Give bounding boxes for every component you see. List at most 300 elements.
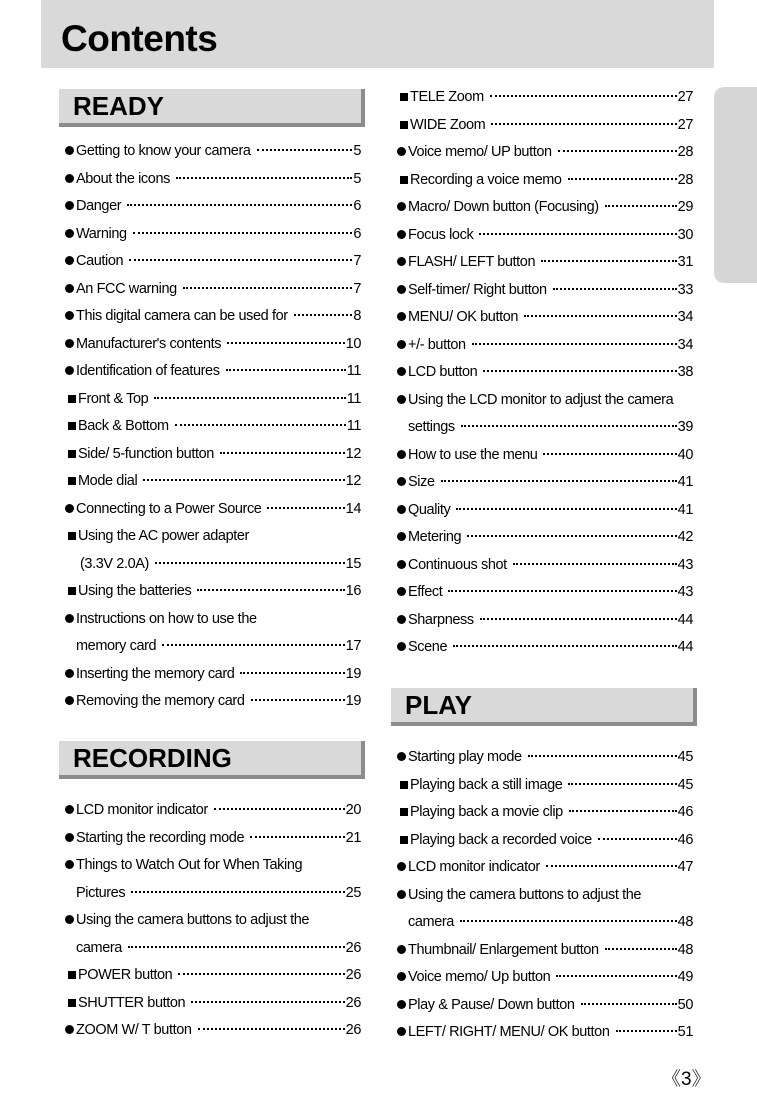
- toc-entry-label: Play & Pause/ Down button: [408, 996, 575, 1013]
- toc-entry-label: WIDE Zoom: [410, 116, 486, 133]
- toc-entry[interactable]: [65, 358, 361, 386]
- bullet-circle-icon: [397, 587, 406, 596]
- bullet-circle-icon: [397, 945, 406, 954]
- toc-entry-page: 28: [677, 171, 693, 188]
- toc-entry-page: 41: [677, 501, 693, 518]
- dot-leader: [483, 370, 676, 372]
- section-title-ready: READY: [73, 91, 165, 121]
- bullet-circle-icon: [65, 201, 74, 210]
- toc-list-ready: [65, 138, 361, 716]
- bullet-circle-icon: [397, 890, 406, 899]
- section-heading-ready: [59, 89, 365, 127]
- toc-entry-page: 50: [677, 996, 693, 1013]
- toc-entry[interactable]: [65, 990, 361, 1018]
- bullet-square-icon: [400, 808, 408, 816]
- toc-entry[interactable]: [397, 854, 693, 882]
- toc-entry[interactable]: [397, 772, 693, 800]
- toc-entry[interactable]: [397, 139, 693, 167]
- dot-leader: [176, 177, 352, 179]
- toc-entry-label: Thumbnail/ Enlargement button: [408, 941, 599, 958]
- bullet-circle-icon: [397, 285, 406, 294]
- toc-entry-page: 15: [345, 555, 361, 572]
- toc-entry[interactable]: [397, 937, 693, 965]
- toc-entry[interactable]: [397, 497, 693, 525]
- toc-entry-label: camera: [76, 939, 122, 956]
- toc-entry[interactable]: [65, 633, 361, 661]
- toc-entry-page: 33: [677, 281, 693, 298]
- dot-leader: [605, 205, 677, 207]
- toc-list-play: [397, 744, 693, 1047]
- toc-entry-label: POWER button: [78, 967, 173, 983]
- toc-entry-label: Voice memo/ UP button: [408, 144, 552, 160]
- toc-entry-label: LCD button: [408, 364, 478, 380]
- toc-entry-label: Things to Watch Out for When Taking: [76, 857, 303, 873]
- dot-leader: [226, 369, 346, 371]
- toc-entry-label: An FCC warning: [76, 280, 177, 297]
- toc-entry-label: ZOOM W/ T button: [76, 1022, 192, 1038]
- bullet-circle-icon: [65, 614, 74, 623]
- dot-leader: [553, 288, 677, 290]
- dot-leader: [568, 783, 676, 785]
- toc-entry-label: LCD monitor indicator: [76, 802, 208, 818]
- section-title-recording: RECORDING: [73, 743, 232, 773]
- dot-leader: [605, 948, 677, 950]
- toc-entry-label: Size: [408, 474, 435, 490]
- toc-entry-page: 45: [677, 776, 693, 793]
- toc-entry-label: Inserting the memory card: [76, 665, 235, 682]
- toc-entry-page: 29: [677, 199, 693, 215]
- toc-entry-label: settings: [408, 419, 455, 435]
- toc-entry-label: How to use the menu: [408, 446, 538, 463]
- toc-entry-label: About the icons: [76, 170, 170, 187]
- page-number: 《3》: [662, 1069, 711, 1090]
- toc-entry-page: 43: [677, 584, 693, 600]
- bullet-circle-icon: [65, 504, 74, 513]
- dot-leader: [461, 425, 677, 427]
- bullet-circle-icon: [397, 560, 406, 569]
- toc-entry-page: 12: [345, 445, 361, 462]
- toc-entry-page: 46: [677, 804, 693, 820]
- bullet-circle-icon: [397, 395, 406, 404]
- bullet-circle-icon: [65, 284, 74, 293]
- toc-entry-page: 27: [677, 116, 693, 133]
- toc-list-recording-continued: [397, 84, 693, 662]
- bullet-circle-icon: [65, 146, 74, 155]
- toc-entry[interactable]: [397, 249, 693, 277]
- toc-entry[interactable]: [65, 523, 361, 551]
- bullet-circle-icon: [397, 1000, 406, 1009]
- dot-leader: [129, 259, 352, 261]
- toc-entry[interactable]: [397, 332, 693, 360]
- toc-entry-page: 26: [345, 994, 361, 1011]
- toc-entry-page: 21: [345, 829, 361, 846]
- toc-entry-label: Playing back a recorded voice: [410, 831, 592, 848]
- toc-entry[interactable]: [65, 935, 361, 963]
- toc-entry-label: Using the camera buttons to adjust the: [408, 886, 642, 903]
- toc-entry-page: 27: [677, 89, 693, 105]
- toc-entry[interactable]: [65, 661, 361, 689]
- toc-entry-page: 49: [677, 969, 693, 985]
- toc-entry[interactable]: [65, 852, 361, 880]
- section-title-play: PLAY: [405, 690, 472, 720]
- toc-entry-page: 8: [353, 308, 361, 324]
- toc-entry-page: 26: [345, 1022, 361, 1038]
- toc-entry-label: Playing back a still image: [410, 776, 563, 793]
- toc-entry-page: 44: [677, 611, 693, 628]
- toc-entry[interactable]: [65, 138, 361, 166]
- dot-leader: [598, 838, 677, 840]
- dot-leader: [191, 1001, 344, 1003]
- toc-entry-page: 11: [346, 363, 361, 379]
- toc-entry-page: 17: [345, 638, 361, 654]
- toc-entry-label: Connecting to a Power Source: [76, 500, 262, 517]
- toc-entry[interactable]: [65, 797, 361, 825]
- dot-leader: [524, 315, 677, 317]
- toc-entry-page: 6: [353, 225, 361, 242]
- toc-entry-page: 38: [677, 364, 693, 380]
- toc-entry-label: This digital camera can be used for: [76, 308, 288, 324]
- bullet-square-icon: [400, 176, 408, 184]
- toc-entry-page: 11: [346, 390, 361, 407]
- toc-entry[interactable]: [65, 193, 361, 221]
- toc-entry[interactable]: [65, 907, 361, 935]
- toc-entry[interactable]: [397, 992, 693, 1020]
- toc-entry-page: 16: [345, 583, 361, 599]
- toc-entry-label: Removing the memory card: [76, 693, 245, 709]
- toc-entry-page: 25: [345, 884, 361, 901]
- toc-entry-page: 20: [345, 802, 361, 818]
- toc-entry-label: Using the AC power adapter: [78, 528, 249, 544]
- toc-entry-page: 48: [677, 941, 693, 958]
- bullet-circle-icon: [397, 147, 406, 156]
- toc-entry-label: FLASH/ LEFT button: [408, 254, 536, 270]
- bullet-circle-icon: [397, 505, 406, 514]
- toc-list-recording: [65, 797, 361, 1045]
- toc-entry-page: 5: [353, 143, 361, 159]
- toc-entry-page: 7: [353, 253, 361, 269]
- toc-entry-page: 48: [677, 914, 693, 930]
- bullet-circle-icon: [65, 669, 74, 678]
- toc-entry-page: 11: [346, 418, 361, 434]
- dot-leader: [528, 755, 677, 757]
- toc-entry[interactable]: [65, 496, 361, 524]
- dot-leader: [456, 508, 676, 510]
- toc-entry[interactable]: [65, 468, 361, 496]
- bullet-square-icon: [68, 532, 76, 540]
- toc-entry-label: Starting the recording mode: [76, 829, 245, 846]
- toc-entry[interactable]: [65, 276, 361, 304]
- toc-entry-label: Scene: [408, 639, 448, 655]
- toc-entry-label: Danger: [76, 198, 122, 214]
- toc-entry-label: TELE Zoom: [410, 89, 484, 105]
- toc-entry-label: Back & Bottom: [78, 418, 169, 434]
- toc-entry-page: 44: [677, 639, 693, 655]
- toc-entry[interactable]: [397, 359, 693, 387]
- toc-entry[interactable]: [65, 880, 361, 908]
- toc-entry-label: Getting to know your camera: [76, 143, 251, 159]
- toc-entry-page: 42: [677, 529, 693, 545]
- toc-entry[interactable]: [397, 387, 693, 415]
- dot-leader: [227, 342, 345, 344]
- section-heading-play: [391, 688, 697, 726]
- toc-entry-label: Recording a voice memo: [410, 171, 562, 188]
- dot-leader: [616, 1030, 677, 1032]
- toc-entry[interactable]: [397, 909, 693, 937]
- toc-entry-label: Quality: [408, 501, 451, 518]
- dot-leader: [558, 150, 677, 152]
- dot-leader: [479, 233, 676, 235]
- toc-entry-label: LEFT/ RIGHT/ MENU/ OK button: [408, 1024, 610, 1040]
- bullet-square-icon: [68, 477, 76, 485]
- toc-entry-label: Mode dial: [78, 473, 138, 489]
- section-heading-recording: [59, 741, 365, 779]
- dot-leader: [128, 946, 345, 948]
- bullet-circle-icon: [65, 805, 74, 814]
- toc-entry[interactable]: [397, 112, 693, 140]
- toc-entry[interactable]: [397, 634, 693, 662]
- toc-entry-label: Side/ 5-function button: [78, 445, 214, 462]
- dot-leader: [568, 178, 677, 180]
- dot-leader: [543, 453, 676, 455]
- toc-entry[interactable]: [397, 827, 693, 855]
- dot-leader: [251, 699, 345, 701]
- toc-entry[interactable]: [397, 304, 693, 332]
- dot-leader: [197, 589, 344, 591]
- bullet-circle-icon: [397, 257, 406, 266]
- bullet-circle-icon: [65, 256, 74, 265]
- toc-entry[interactable]: [65, 825, 361, 853]
- toc-entry-page: 10: [345, 335, 361, 352]
- bullet-circle-icon: [65, 366, 74, 375]
- toc-entry[interactable]: [65, 303, 361, 331]
- toc-entry-page: 26: [345, 967, 361, 983]
- toc-entry[interactable]: [397, 1019, 693, 1047]
- toc-entry-label: Continuous shot: [408, 556, 507, 573]
- bullet-circle-icon: [397, 477, 406, 486]
- bullet-circle-icon: [397, 340, 406, 349]
- toc-entry-page: 6: [353, 198, 361, 214]
- bullet-circle-icon: [397, 862, 406, 871]
- toc-entry-page: 34: [677, 309, 693, 325]
- bullet-circle-icon: [65, 174, 74, 183]
- toc-entry[interactable]: [397, 799, 693, 827]
- toc-entry[interactable]: [65, 166, 361, 194]
- toc-entry-page: 14: [345, 500, 361, 517]
- toc-entry-label: memory card: [76, 638, 157, 654]
- bullet-square-icon: [68, 450, 76, 458]
- dot-leader: [460, 920, 677, 922]
- dot-leader: [294, 314, 353, 316]
- bullet-square-icon: [400, 781, 408, 789]
- toc-entry-label: MENU/ OK button: [408, 309, 519, 325]
- toc-entry-page: 19: [345, 665, 361, 682]
- toc-entry-page: 26: [345, 939, 361, 956]
- toc-entry[interactable]: [65, 248, 361, 276]
- bullet-square-icon: [68, 999, 76, 1007]
- dot-leader: [546, 865, 677, 867]
- toc-entry[interactable]: [65, 1017, 361, 1045]
- dot-leader: [214, 808, 345, 810]
- toc-entry-page: 40: [677, 446, 693, 463]
- dot-leader: [183, 287, 353, 289]
- toc-entry-label: Self-timer/ Right button: [408, 281, 547, 298]
- dot-leader: [581, 1003, 677, 1005]
- bullet-circle-icon: [397, 615, 406, 624]
- bullet-square-icon: [68, 971, 76, 979]
- toc-entry-page: 30: [677, 226, 693, 243]
- bullet-circle-icon: [397, 202, 406, 211]
- toc-entry[interactable]: [397, 469, 693, 497]
- title-bar: [41, 0, 714, 68]
- dot-leader: [569, 810, 677, 812]
- dot-leader: [491, 123, 676, 125]
- dot-leader: [556, 975, 676, 977]
- toc-entry-page: 41: [677, 474, 693, 490]
- toc-entry[interactable]: [397, 607, 693, 635]
- toc-entry-label: Manufacturer's contents: [76, 335, 222, 352]
- toc-entry-page: 5: [353, 170, 361, 187]
- dot-leader: [175, 424, 346, 426]
- bullet-circle-icon: [397, 450, 406, 459]
- toc-entry-page: 45: [677, 749, 693, 765]
- toc-entry[interactable]: [397, 744, 693, 772]
- bullet-circle-icon: [65, 311, 74, 320]
- toc-entry-label: Caution: [76, 253, 124, 269]
- toc-entry-page: 19: [345, 693, 361, 709]
- toc-entry-page: 12: [345, 473, 361, 489]
- toc-entry-label: Effect: [408, 584, 443, 600]
- bullet-circle-icon: [397, 642, 406, 651]
- dot-leader: [162, 644, 344, 646]
- dot-leader: [490, 95, 677, 97]
- toc-entry[interactable]: [65, 606, 361, 634]
- toc-entry-label: Pictures: [76, 884, 126, 901]
- toc-entry-page: 51: [677, 1024, 693, 1040]
- toc-entry-label: Focus lock: [408, 226, 474, 243]
- toc-entry[interactable]: [65, 551, 361, 579]
- toc-entry-page: 28: [677, 144, 693, 160]
- toc-entry-label: Macro/ Down button (Focusing): [408, 199, 599, 215]
- toc-entry[interactable]: [397, 882, 693, 910]
- dot-leader: [448, 590, 676, 592]
- dot-leader: [541, 260, 677, 262]
- toc-entry[interactable]: [65, 413, 361, 441]
- bullet-square-icon: [68, 395, 76, 403]
- dot-leader: [240, 672, 344, 674]
- page-title: Contents: [61, 18, 218, 59]
- bullet-circle-icon: [397, 752, 406, 761]
- toc-entry-page: 34: [677, 336, 693, 353]
- toc-entry-page: 7: [353, 280, 361, 297]
- toc-entry-page: 43: [677, 556, 693, 573]
- toc-entry[interactable]: [65, 221, 361, 249]
- toc-entry[interactable]: [397, 579, 693, 607]
- toc-entry[interactable]: [65, 331, 361, 359]
- dot-leader: [257, 149, 353, 151]
- toc-entry[interactable]: [397, 414, 693, 442]
- toc-entry-label: Instructions on how to use the: [76, 610, 257, 627]
- toc-entry-label: Using the camera buttons to adjust the: [76, 912, 310, 928]
- dot-leader: [513, 563, 677, 565]
- toc-entry[interactable]: [65, 578, 361, 606]
- dot-leader: [155, 562, 345, 564]
- toc-entry-label: Voice memo/ Up button: [408, 969, 551, 985]
- toc-entry[interactable]: [397, 167, 693, 195]
- bullet-circle-icon: [397, 972, 406, 981]
- toc-entry-label: LCD monitor indicator: [408, 859, 540, 875]
- toc-entry-label: Warning: [76, 225, 127, 242]
- bullet-square-icon: [400, 121, 408, 129]
- dot-leader: [220, 452, 345, 454]
- toc-entry[interactable]: [65, 688, 361, 716]
- toc-entry-label: Front & Top: [78, 390, 149, 407]
- toc-entry-label: Using the batteries: [78, 583, 192, 599]
- toc-entry[interactable]: [397, 552, 693, 580]
- toc-entry[interactable]: [65, 962, 361, 990]
- dot-leader: [178, 973, 344, 975]
- toc-entry-label: +/- button: [408, 336, 466, 353]
- dot-leader: [250, 836, 345, 838]
- toc-entry-label: camera: [408, 914, 454, 930]
- toc-entry-label: Identification of features: [76, 363, 220, 379]
- toc-entry-label: Starting play mode: [408, 749, 522, 765]
- bullet-circle-icon: [397, 367, 406, 376]
- bullet-circle-icon: [65, 1025, 74, 1034]
- bullet-circle-icon: [65, 833, 74, 842]
- toc-entry[interactable]: [397, 84, 693, 112]
- bullet-circle-icon: [65, 339, 74, 348]
- toc-entry-page: 47: [677, 859, 693, 875]
- toc-entry[interactable]: [397, 524, 693, 552]
- bullet-circle-icon: [397, 1027, 406, 1036]
- toc-entry[interactable]: [397, 277, 693, 305]
- bullet-circle-icon: [65, 696, 74, 705]
- bullet-circle-icon: [65, 860, 74, 869]
- bullet-circle-icon: [397, 230, 406, 239]
- dot-leader: [453, 645, 677, 647]
- dot-leader: [441, 480, 677, 482]
- toc-entry[interactable]: [397, 194, 693, 222]
- toc-entry-label: SHUTTER button: [78, 994, 186, 1011]
- bullet-square-icon: [400, 836, 408, 844]
- toc-entry[interactable]: [397, 442, 693, 470]
- toc-entry-page: 31: [677, 254, 693, 270]
- dot-leader: [467, 535, 676, 537]
- toc-entry-page: 46: [677, 831, 693, 848]
- dot-leader: [131, 891, 344, 893]
- toc-entry[interactable]: [65, 441, 361, 469]
- bullet-circle-icon: [397, 312, 406, 321]
- dot-leader: [127, 204, 352, 206]
- toc-entry[interactable]: [397, 964, 693, 992]
- bullet-circle-icon: [65, 915, 74, 924]
- bullet-square-icon: [68, 422, 76, 430]
- toc-entry-label: Playing back a movie clip: [410, 804, 563, 820]
- toc-entry-label: (3.3V 2.0A): [80, 555, 149, 572]
- dot-leader: [198, 1028, 345, 1030]
- toc-entry-label: Metering: [408, 529, 462, 545]
- dot-leader: [133, 232, 353, 234]
- bullet-circle-icon: [397, 532, 406, 541]
- toc-entry-label: Sharpness: [408, 611, 474, 628]
- dot-leader: [480, 618, 677, 620]
- dot-leader: [143, 479, 344, 481]
- dot-leader: [154, 397, 345, 399]
- bullet-square-icon: [400, 93, 408, 101]
- toc-entry[interactable]: [397, 222, 693, 250]
- side-tab: [714, 87, 757, 283]
- toc-entry[interactable]: [65, 386, 361, 414]
